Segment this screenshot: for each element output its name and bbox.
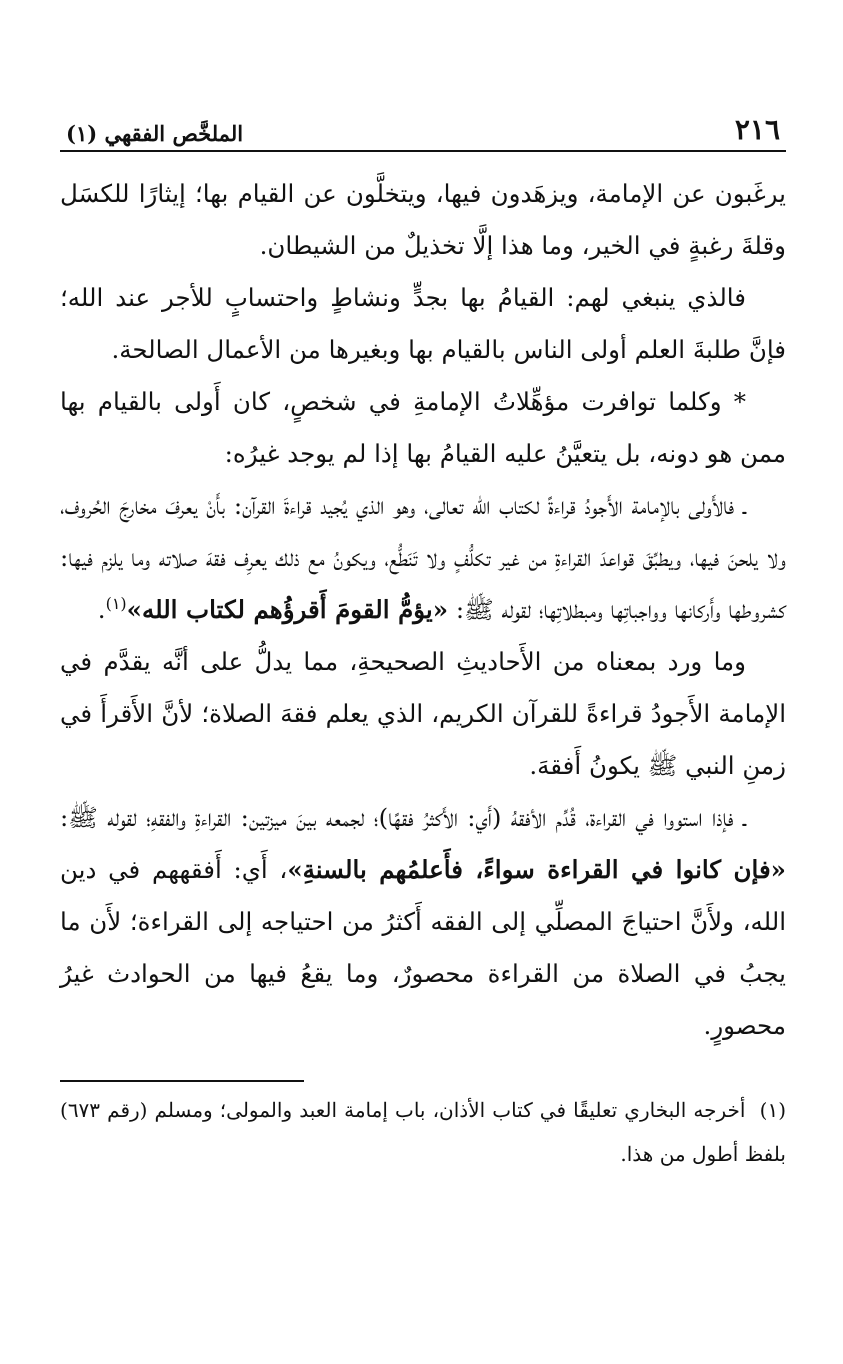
paragraph-4-text: ـ فالأَولى بالإمامة الأَجودُ قراءةً لكتاب الله تعالى، وهو الذي يُجيد قراءةَ القرآن: بأَنْ يعرفَ مخارجَ الحُروف، ولا يلحنَ فيها، ويطبِّقَ قواعدَ القراءةِ من غير تكلُّفٍ ولا تَنَطُّع، ويكونُ مع ذلك يعرِف فقهَ صلاته وما يلزم فيها: كشروطها وأَركانها وواجباتِها ومبطلاتِها؛ لقوله ﷺ: <box>60 491 786 624</box>
book-title: الملخَّص الفقهي (١) <box>66 121 244 146</box>
paragraph-1: يرغَبون عن الإمامة، ويزهَدون فيها، ويتخلَّون عن القيام بها؛ إيثارًا للكسَل وقلةَ رغبةٍ في الخير، وما هذا إلَّا تخذيلٌ من الشيطان. <box>60 179 786 260</box>
footnotes <box>60 1088 786 1176</box>
document-page <box>60 100 786 1166</box>
paragraph-6 <box>60 792 786 1052</box>
paragraph-2: فالذي ينبغي لهم: القيامُ بها بجدٍّ ونشاطٍ واحتسابٍ للأجر عند الله؛ فإنَّ طلبةَ العلم أولى الناس بالقيام بها وبغيرها من الأعمال الصالحة. <box>60 283 786 364</box>
footnote-separator <box>60 1080 304 1082</box>
running-header <box>60 100 786 152</box>
page-number: ٢١٦ <box>734 113 780 146</box>
footnote-1 <box>60 1088 786 1176</box>
paragraph-6-text-1: ـ فإذا استووا في القراءة، قُدِّم الأفقهُ (أَي: الأَكثرُ فقهًا)؛ لجمعه بينَ ميزتين: القراءةِ والفقهِ؛ لقوله ﷺ: <box>60 803 746 832</box>
paragraph-6-text-2: ، أَي: أَفقههم في دين الله، ولأَنَّ احتياجَ المصلِّي إلى الفقه أَكثرُ من احتياجه إلى القراءة؛ لأَن ما يجبُ في الصلاة من القراءة محصورٌ، وما يقعُ فيها من الحوادث غيرُ محصورٍ. <box>60 855 786 1040</box>
paragraph-4 <box>60 480 786 636</box>
hadith-quote-1: «يؤمُّ القومَ أَقرؤُهم لكتاب الله» <box>126 595 449 624</box>
hadith-quote-2: «فإن كانوا في القراءة سواءً، فأَعلمُهم بالسنةِ» <box>287 855 786 884</box>
footnote-marker: (١) <box>759 1098 786 1122</box>
paragraph-3: * وكلما توافرت مؤهِّلاتُ الإمامةِ في شخصٍ، كان أَولى بالقيام بها ممن هو دونه، بل يتعيَّنُ عليه القيامُ بها إذا لم يوجد غيرُه: <box>60 387 786 468</box>
footnote-reference[interactable]: (١) <box>105 593 127 613</box>
paragraph-4-end: . <box>97 595 106 624</box>
paragraph-5: وما ورد بمعناه من الأَحاديثِ الصحيحةِ، مما يدلُّ على أنَّه يقدَّم في الإمامة الأَجودُ قراءةً للقرآن الكريم، الذي يعلم فقهَ الصلاة؛ لأنَّ الأَقرأَ في زمنِ النبي ﷺ يكونُ أَفقهَ. <box>60 647 786 780</box>
body-text <box>60 168 786 1052</box>
footnote-text: أخرجه البخاري تعليقًا في كتاب الأذان، باب إمامة العبد والمولى؛ ومسلم (رقم ٦٧٣) بلفظ أطول من هذا. <box>60 1098 786 1166</box>
